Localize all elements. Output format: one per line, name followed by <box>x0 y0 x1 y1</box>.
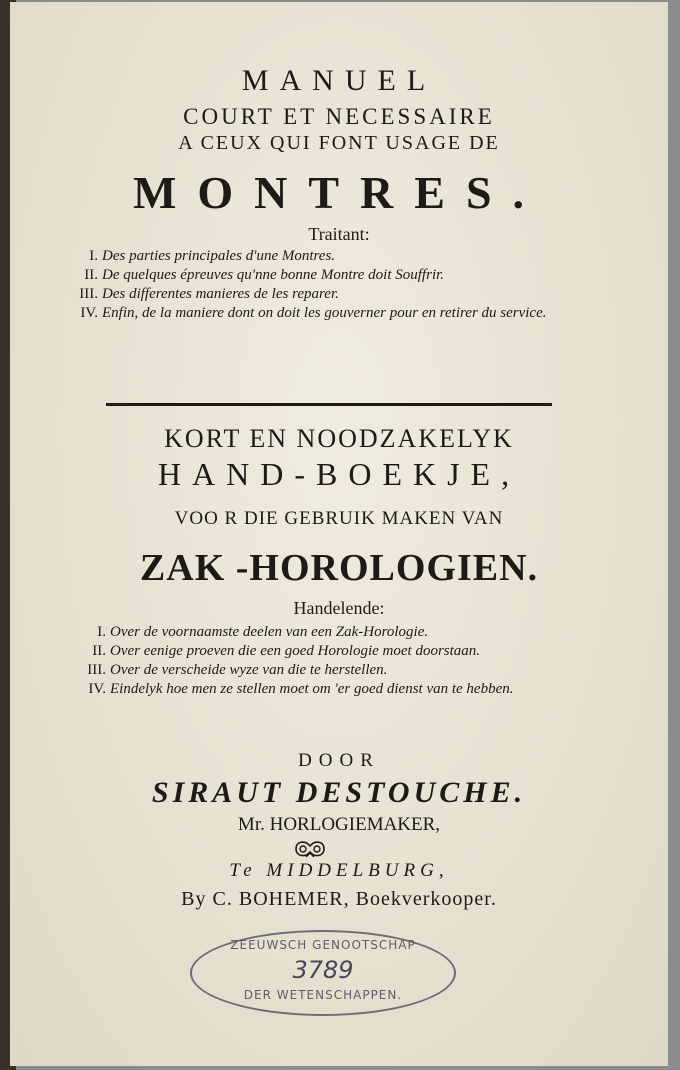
printer-ornament-icon <box>293 838 327 860</box>
item-text: Enfin, de la maniere dont on doit les gouverner pour en retirer du service. <box>102 305 547 321</box>
dutch-subtitle: VOO R DIE GEBRUIK MAKEN VAN <box>174 508 504 529</box>
item-number: III. <box>87 662 106 678</box>
list-item <box>66 662 556 679</box>
item-text: Eindelyk hoe men ze stellen moet om 'er goed dienst van te hebben. <box>110 681 514 697</box>
item-number: I. <box>97 624 106 640</box>
author-title: Mr. HORLOGIEMAKER, <box>237 814 441 835</box>
french-intro: Traitant: <box>308 224 370 244</box>
list-item <box>58 248 548 265</box>
item-text: Over de voornaamste deelen van een Zak-Horologie. <box>110 624 429 640</box>
imprint-place: Te MIDDELBURG, <box>229 860 449 881</box>
item-text: Over de verscheide wyze van die te herstellen. <box>110 662 388 678</box>
french-title: MANUEL <box>241 64 437 97</box>
author-by: DOOR <box>298 750 380 771</box>
title-page <box>10 2 668 1066</box>
imprint-publisher: By C. BOHEMER, Boekverkooper. <box>181 888 497 910</box>
dutch-list <box>66 624 556 700</box>
library-stamp <box>190 930 456 1016</box>
list-item <box>66 643 556 660</box>
item-number: I. <box>89 248 98 264</box>
list-item <box>66 624 556 641</box>
stamp-catalog-number: 3789 <box>292 956 354 984</box>
dutch-main-title: ZAK -HOROLOGIEN. <box>139 547 539 589</box>
list-item <box>58 286 548 303</box>
item-number: IV. <box>80 305 98 321</box>
french-subtitle-2: A CEUX QUI FONT USAGE DE <box>178 132 500 154</box>
dutch-title-2: HAND-BOEKJE, <box>157 456 521 492</box>
item-text: Des parties principales d'une Montres. <box>102 248 336 264</box>
french-subtitle-1: COURT ET NECESSAIRE <box>183 104 495 129</box>
author-name: SIRAUT DESTOUCHE. <box>151 776 527 809</box>
item-text: Over eenige proeven die een goed Horologie moet doorstaan. <box>110 643 481 659</box>
list-item <box>58 267 548 284</box>
item-number: II. <box>92 643 106 659</box>
item-number: III. <box>79 286 98 302</box>
dutch-title-1: KORT EN NOODZAKELYK <box>164 424 514 453</box>
list-item <box>58 305 548 322</box>
french-main-title: MONTRES. <box>132 167 546 218</box>
item-text: De quelques épreuves qu'nne bonne Montre doit Souffrir. <box>102 267 445 283</box>
list-item <box>66 681 556 698</box>
section-divider <box>106 403 552 406</box>
item-text: Des differentes manieres de les reparer. <box>102 286 339 302</box>
stamp-top-text: ZEEUWSCH GENOOTSCHAP <box>230 938 416 952</box>
french-list <box>58 248 548 324</box>
stamp-bottom-text: DER WETENSCHAPPEN. <box>243 988 403 1002</box>
dutch-intro: Handelende: <box>293 598 385 618</box>
item-number: IV. <box>88 681 106 697</box>
item-number: II. <box>84 267 98 283</box>
